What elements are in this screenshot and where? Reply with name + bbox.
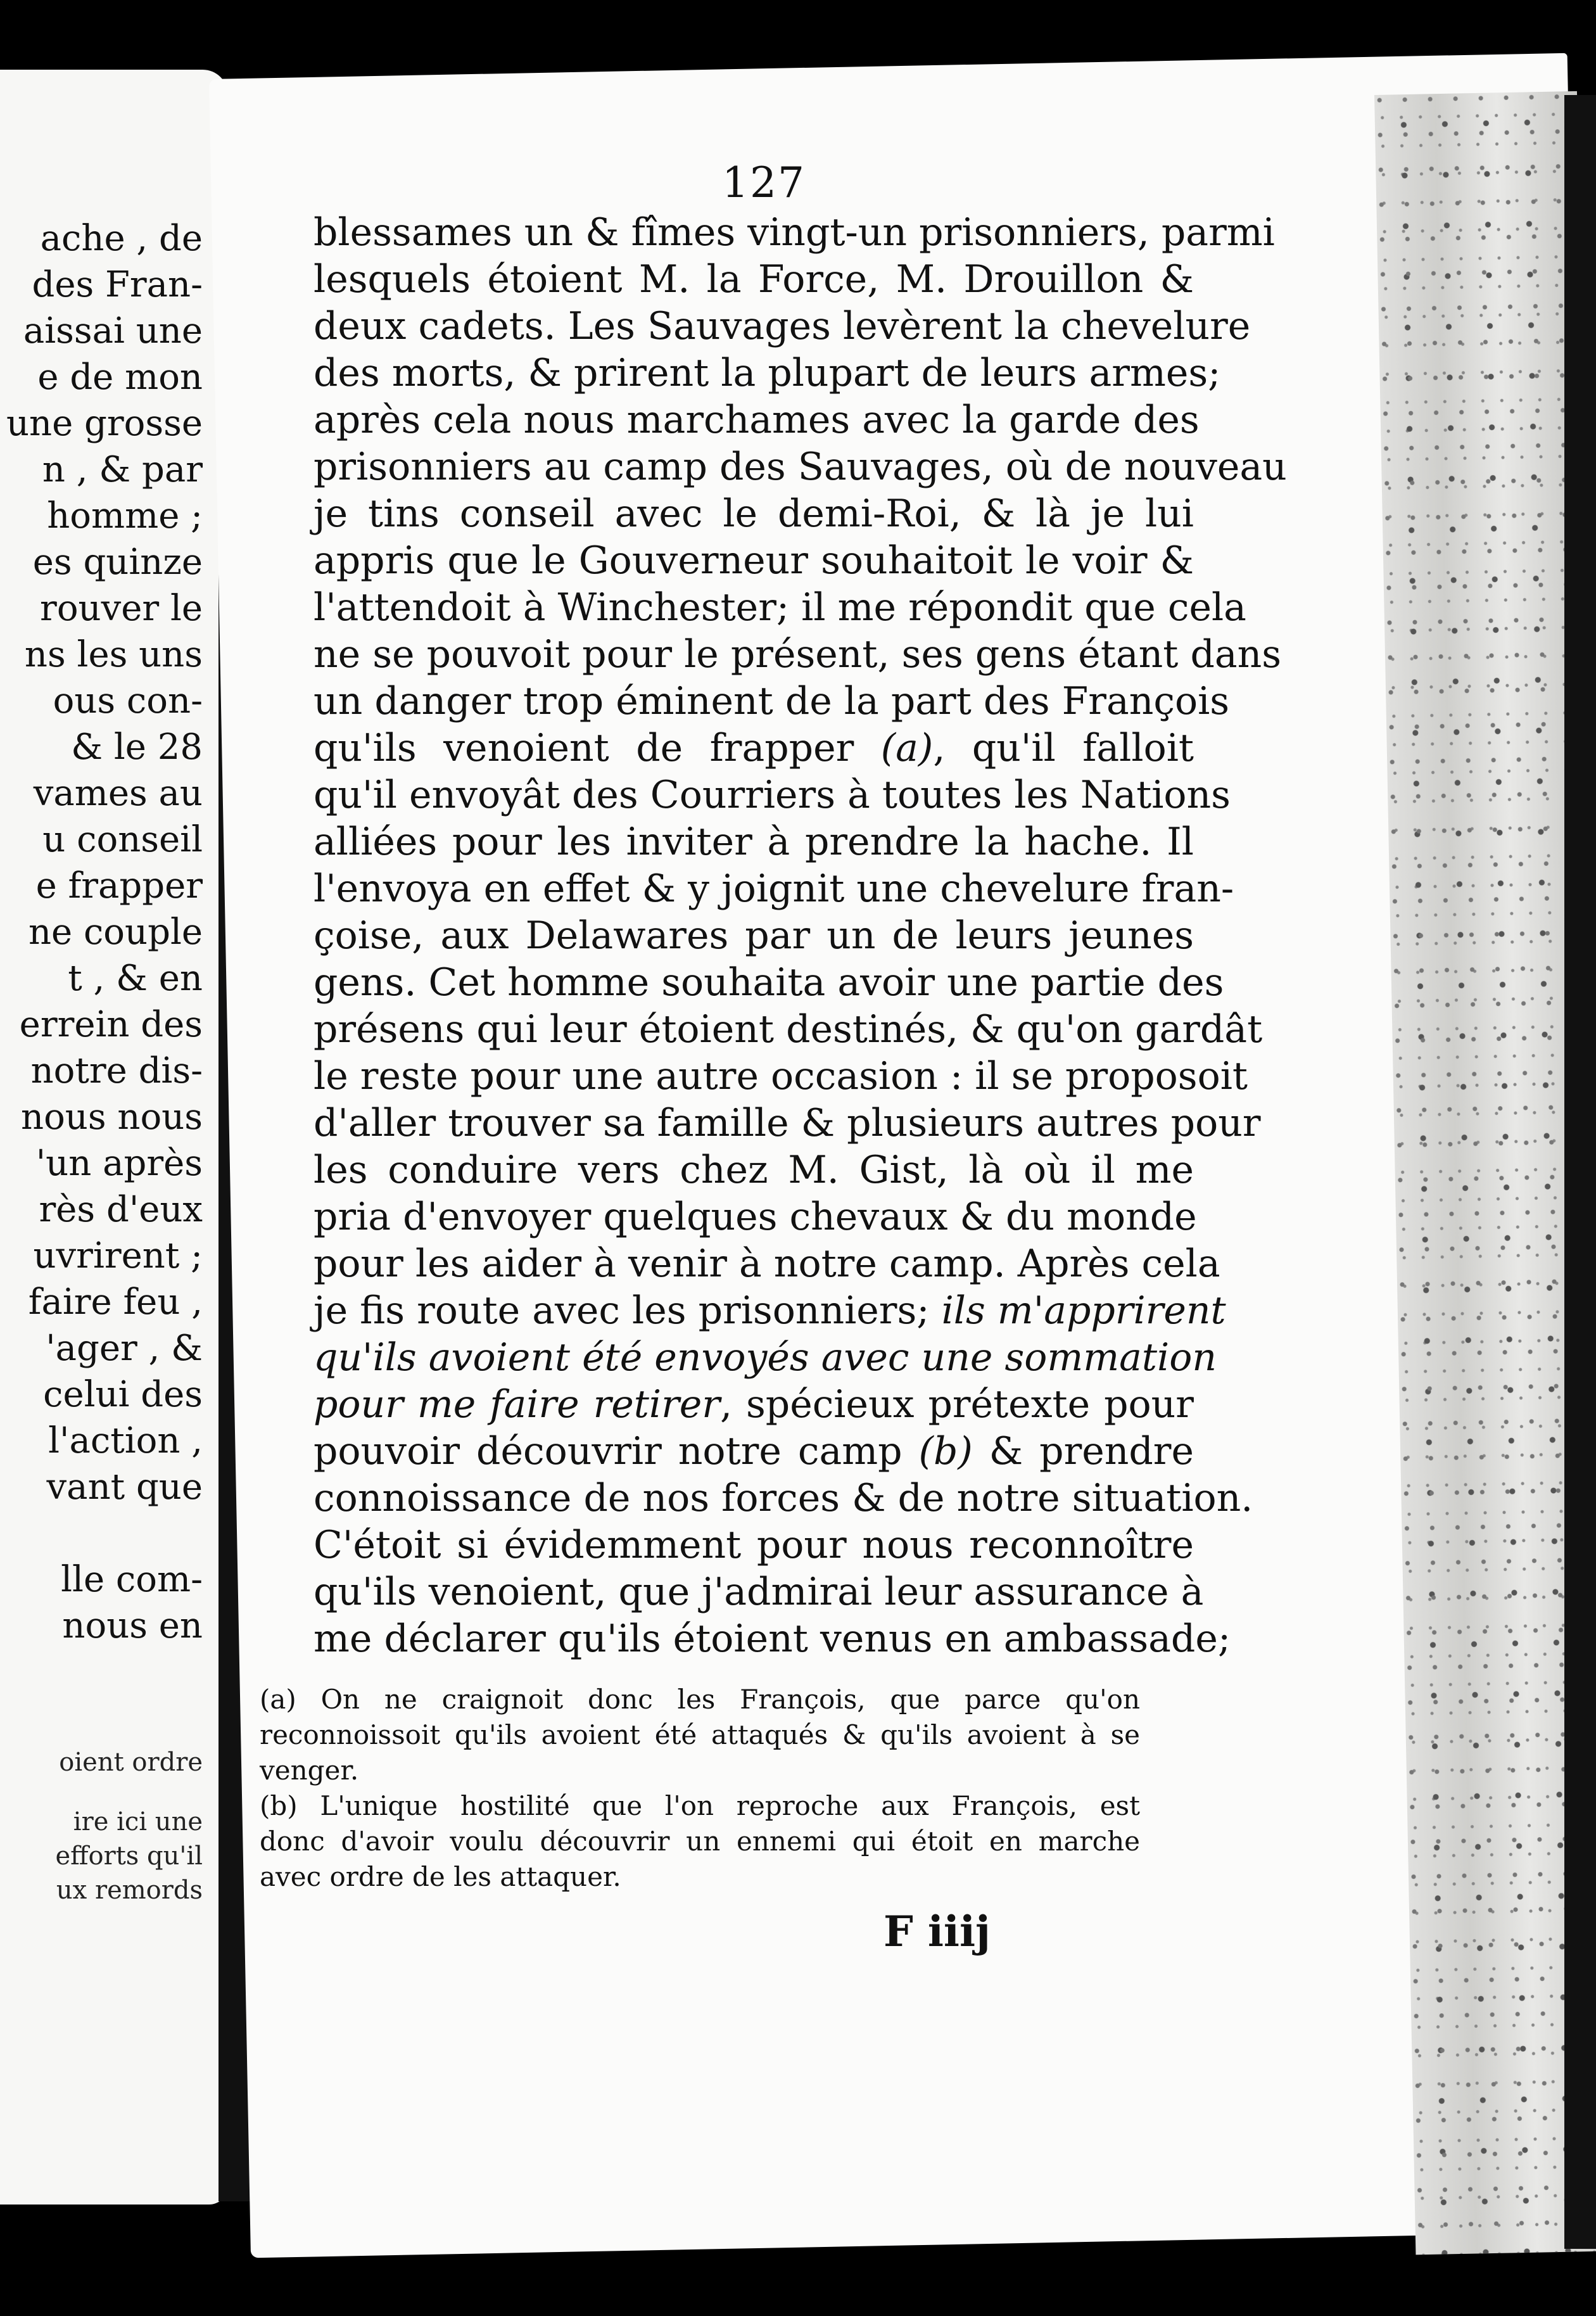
left-page-line: ne couple [28,912,203,953]
body-line [314,1522,1194,1568]
left-page-line: e de mon [37,357,203,398]
body-line [314,490,1194,537]
left-page-line: errein des [19,1004,203,1045]
left-page-text [6,215,203,1649]
left-page-line: ache , de [40,218,203,259]
italic-text: pour me faire retirer [314,1382,720,1427]
italic-text: (a) [260,1684,296,1715]
text-run: C'étoit si évidemment pour nous reconnoître [314,1523,1194,1567]
body-line [314,1240,1220,1287]
footnote-line [260,1788,1140,1824]
footnote-line [260,1824,1140,1859]
body-line [314,1568,1204,1615]
left-page-line: aissai une [23,310,203,352]
body-line [314,818,1194,865]
text-run: deux cadets. Les Sauvages levèrent la chevelure [314,304,1251,348]
body-line [314,1053,1248,1100]
left-page-line: celui des [43,1374,203,1415]
text-run: ne se pouvoit pour le présent, ses gens étant dans [314,632,1282,677]
body-line [314,1006,1263,1053]
body-line [314,1334,1217,1381]
text-run: On ne craignoit donc les François, que parce qu'on [296,1684,1140,1715]
text-run: lesquels étoient M. la Force, M. Drouillon & [314,257,1194,302]
footnote [260,1788,1140,1895]
text-run: L'unique hostilité que l'on reproche aux François, est [297,1790,1140,1821]
left-page-line: uvrirent ; [33,1235,203,1276]
text-run: , qu'il falloit [933,726,1194,770]
left-page-line: u conseil [42,819,203,860]
body-line [314,584,1246,631]
body-line [314,631,1282,678]
text-run: des morts, & prirent la plupart de leurs armes; [314,351,1221,395]
left-page-line: ous con- [53,680,203,722]
body-line [314,1615,1231,1662]
body-line [314,1100,1261,1147]
left-page-line: rès d'eux [39,1189,203,1230]
left-page-notes [55,1745,203,1907]
body-line [314,1381,1194,1428]
left-page-line [6,1510,203,1556]
body-line [314,303,1251,350]
body-line [314,912,1194,959]
left-page-line: notre dis- [30,1050,203,1091]
body-line [314,397,1200,443]
left-page-line: nous nous [21,1097,203,1138]
footnote-line [260,1682,1140,1717]
body-line [314,256,1194,303]
text-run: connoissance de nos forces & de notre situation. [314,1476,1253,1520]
left-page-line: l'action , [48,1420,203,1461]
text-run: donc d'avoir voulu découvrir un ennemi qui étoit en marche [260,1826,1140,1857]
left-page-line: nous en [62,1605,203,1646]
text-run: l'envoya en effet & y joignit une chevelure fran- [314,867,1234,911]
left-page-line: 'ager , & [46,1328,203,1369]
footnotes [260,1682,1140,1895]
text-run: appris que le Gouverneur souhaitoit le voir & [314,538,1194,583]
italic-text: (b) [918,1429,973,1473]
body-text [314,209,1287,1662]
text-run: gens. Cet homme souhaita avoir une partie des [314,960,1224,1005]
left-page-note-line: ire ici une [73,1807,203,1836]
text-run: venger. [260,1755,359,1786]
text-run: d'aller trouver sa famille & plusieurs autres pour [314,1101,1261,1145]
body-line [314,772,1231,818]
text-run: l'attendoit à Winchester; il me répondit que cela [314,585,1246,630]
left-page-line: vant que [46,1467,203,1508]
text-run: reconnoissoit qu'ils avoient été attaqués & qu'ils avoient à se [260,1719,1140,1750]
left-page-note-line: oient ordre [59,1748,203,1777]
body-line [314,1193,1197,1240]
body-line [314,350,1221,397]
text-run: , spécieux prétexte pour [719,1382,1194,1427]
text-run: avec ordre de les attaquer. [260,1861,621,1892]
footnote-line [260,1753,1140,1788]
left-page-line: 'un après [35,1143,203,1184]
left-page-line: e frapper [35,865,203,907]
signature-mark: F iiij [884,1907,991,1956]
body-line [314,537,1194,584]
left-page-line: vames au [33,773,203,814]
text-run: alliées pour les inviter à prendre la hache. Il [314,820,1194,864]
text-run: qu'ils venoient, que j'admirai leur assurance à [314,1570,1204,1614]
italic-text: (b) [260,1790,298,1821]
text-run: blessames un & fîmes vingt-un prisonniers, parmi [314,210,1275,255]
italic-text: (a) [880,726,934,770]
text-run: çoise, aux Delawares par un de leurs jeunes [314,913,1194,958]
text-run: pria d'envoyer quelques chevaux & du monde [314,1195,1197,1239]
footnote [260,1682,1140,1788]
left-page-line: lle com- [61,1559,203,1600]
body-line [314,725,1194,772]
text-run: je tins conseil avec le demi-Roi, & là je lui [314,492,1194,536]
text-run: présens qui leur étoient destinés, & qu'on gardât [314,1007,1263,1052]
left-page-line: homme ; [47,495,203,537]
left-page-line: ns les uns [24,634,203,675]
left-page-line: une grosse [6,403,203,444]
left-page-note-line: ux remords [56,1876,203,1905]
body-line [314,1475,1253,1522]
body-line [314,1287,1226,1334]
left-page-line: t , & en [68,958,203,999]
left-page-line: es quinze [32,542,203,583]
text-run: le reste pour une autre occasion : il se proposoit [314,1054,1248,1098]
body-line [314,865,1234,912]
body-line [314,1147,1194,1193]
body-line [314,959,1224,1006]
text-run: pour les aider à venir à notre camp. Après cela [314,1242,1220,1286]
left-page [0,70,228,2205]
text-run: qu'ils venoient de frapper [314,726,881,770]
body-line [314,209,1275,256]
edge-shadow [1564,95,1596,2249]
italic-text: qu'ils avoient été envoyés avec une sommation [314,1335,1217,1380]
text-run: & prendre [972,1429,1194,1473]
text-run: pouvoir découvrir notre camp [314,1429,919,1473]
text-run: me déclarer qu'ils étoient venus en ambassade; [314,1617,1231,1661]
left-page-line: & le 28 [71,727,203,768]
text-run: je fis route avec les prisonniers; [314,1288,942,1333]
body-line [314,678,1230,725]
left-page-note-line [55,1779,203,1805]
left-page-note-line: efforts qu'il [55,1842,203,1871]
footnote-line [260,1859,1140,1895]
left-page-line: n , & par [42,449,203,490]
text-run: qu'il envoyât des Courriers à toutes les Nations [314,773,1231,817]
text-run: les conduire vers chez M. Gist, là où il me [314,1148,1194,1192]
left-page-line: des Fran- [32,264,203,305]
text-run: un danger trop éminent de la part des François [314,679,1230,723]
italic-text: ils m'apprirent [941,1288,1226,1333]
page-number: 127 [722,158,806,207]
left-page-line: faire feu , [28,1282,203,1323]
text-run: après cela nous marchames avec la garde des [314,398,1200,442]
body-line [314,443,1287,490]
text-run: prisonniers au camp des Sauvages, où de nouveau [314,445,1287,489]
left-page-line: rouver le [40,588,203,629]
body-line [314,1428,1194,1475]
footnote-line [260,1717,1140,1753]
